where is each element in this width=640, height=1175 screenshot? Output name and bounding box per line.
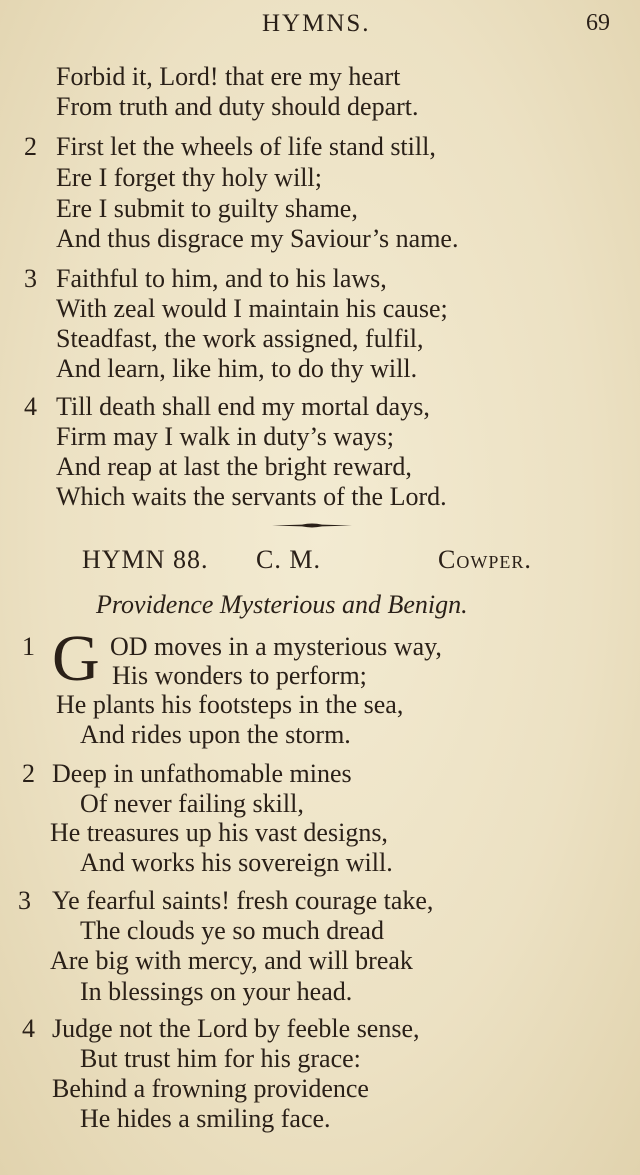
hymn88-verse-1-line-1: OD moves in a mysterious way, — [110, 632, 442, 661]
hymn88-verse-3-number: 3 — [18, 886, 31, 915]
drop-cap: G — [52, 622, 100, 695]
hymn87-verse-4-line-1: Till death shall end my mortal days, — [56, 392, 430, 421]
hymn88-verse-3-line-2: The clouds ye so much dread — [80, 916, 384, 945]
hymn87-verse-2-line-1: First let the wheels of life stand still, — [56, 132, 436, 161]
hymn88-number: HYMN 88. — [82, 545, 209, 574]
hymn88-verse-4-line-1: Judge not the Lord by feeble sense, — [52, 1014, 420, 1043]
hymn88-verse-1-line-4: And rides upon the storm. — [80, 720, 351, 749]
hymn87-verse-3-line-3: Steadfast, the work assigned, fulfil, — [56, 324, 424, 353]
hymn87-verse-2-line-3: Ere I submit to guilty shame, — [56, 194, 358, 223]
running-head — [0, 6, 640, 46]
hymn87-verse-4-number: 4 — [24, 392, 37, 421]
hymn87-verse-3-line-2: With zeal would I maintain his cause; — [56, 294, 448, 323]
hymn87-verse-4-line-2: Firm may I walk in duty’s ways; — [56, 422, 394, 451]
hymn88-verse-2-line-4: And works his sovereign will. — [80, 848, 393, 877]
hymn87-verse-3-line-1: Faithful to him, and to his laws, — [56, 264, 387, 293]
hymn88-subtitle: Providence Mysterious and Benign. — [96, 590, 468, 619]
hymn87-verse-4-line-4: Which waits the servants of the Lord. — [56, 482, 447, 511]
hymn88-verse-2-line-1: Deep in unfathomable mines — [52, 759, 352, 788]
hymn87-verse-2-line-2: Ere I forget thy holy will; — [56, 163, 322, 192]
hymn87-verse-2-number: 2 — [24, 132, 37, 161]
hymn88-verse-3-line-3: Are big with mercy, and will break — [50, 946, 413, 975]
hymn88-verse-1-line-2: His wonders to perform; — [112, 661, 367, 690]
page-number: 69 — [586, 10, 610, 36]
hymn88-verse-4-line-3: Behind a frowning providence — [52, 1074, 369, 1103]
hymn88-verse-3-line-1: Ye fearful saints! fresh courage take, — [52, 886, 434, 915]
hymn88-verse-1-line-3: He plants his footsteps in the sea, — [56, 690, 404, 719]
hymn88-meter: C. M. — [256, 545, 321, 574]
hymn87-verse-3-number: 3 — [24, 264, 37, 293]
hymn88-heading — [0, 545, 640, 579]
hymn87-verse-2-line-4: And thus disgrace my Saviour’s name. — [56, 224, 459, 253]
hymn88-verse-4-line-4: He hides a smiling face. — [80, 1104, 331, 1133]
hymn87-continuation-line-1: Forbid it, Lord! that ere my heart — [56, 62, 401, 91]
hymn88-verse-2-line-3: He treasures up his vast designs, — [50, 818, 388, 847]
hymn88-verse-1-number: 1 — [22, 632, 35, 661]
hymn87-verse-4-line-3: And reap at last the bright reward, — [56, 452, 412, 481]
hymn88-verse-3-line-4: In blessings on your head. — [80, 977, 353, 1006]
ornamental-rule — [272, 522, 352, 529]
hymn88-verse-4-number: 4 — [22, 1014, 35, 1043]
hymn87-verse-3-line-4: And learn, like him, to do thy will. — [56, 354, 418, 383]
running-title: HYMNS. — [262, 10, 371, 37]
hymn87-continuation-line-2: From truth and duty should depart. — [56, 92, 419, 121]
hymn88-verse-4-line-2: But trust him for his grace: — [80, 1044, 361, 1073]
hymn88-verse-2-line-2: Of never failing skill, — [80, 789, 304, 818]
hymn88-author: Cowper. — [438, 545, 532, 574]
hymn88-verse-2-number: 2 — [22, 759, 35, 788]
